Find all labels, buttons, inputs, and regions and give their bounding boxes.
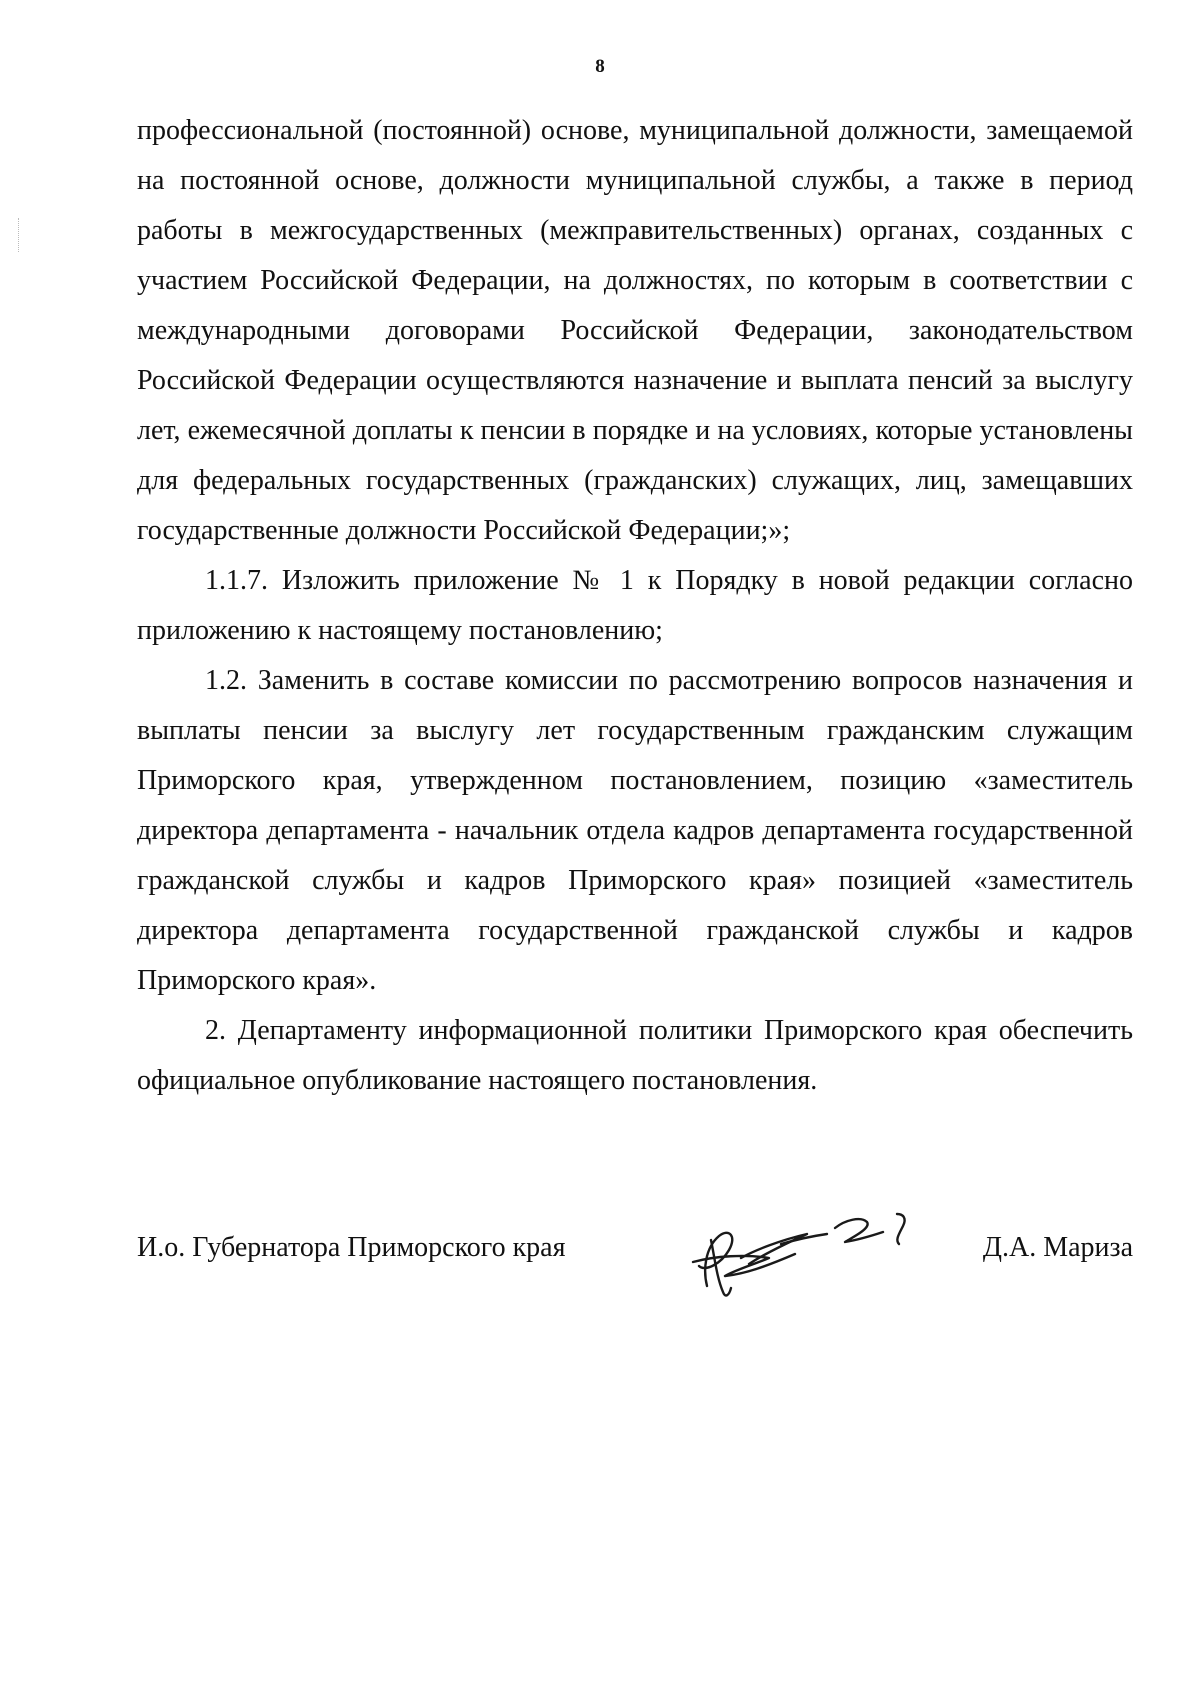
signature-block [137,1218,1133,1318]
signer-name: Д.А. Мариза [982,1232,1133,1263]
paragraph-2: 2. Департаменту информационной политики Приморского края обеспечить официальное опубликование настоящего постановления. [137,1015,1133,1096]
paragraph-1-2: 1.2. Заменить в составе комиссии по рассмотрению вопросов назначения и выплаты пенсии за выслугу лет государственным гражданским служащим Приморского края, утвержденном постановлением, позицию «заместитель директора департамента - начальник отдела кадров департамента государственной гражданской службы и кадров Приморского края» позицией «заместитель директора департамента государственной гражданской службы и кадров Приморского края». [137,665,1133,996]
scan-margin-mark [18,218,22,252]
document-body [137,106,1133,1106]
handwritten-signature [685,1200,915,1310]
paragraph-continuation: профессиональной (постоянной) основе, муниципальной должности, замещаемой на постоянной основе, должности муниципальной службы, а также в период работы в межгосударственных (межправительственных) органах, созданных с участием Российской Федерации, на должностях, по которым в соответствии с международными договорами Российской Федерации, законодательством Российской Федерации осуществляются назначение и выплата пенсий за выслугу лет, ежемесячной доплаты к пенсии в порядке и на условиях, которые установлены для федеральных государственных (гражданских) служащих, лиц, замещавших государственные должности Российской Федерации;»; [137,115,1133,546]
signer-position: И.о. Губернатора Приморского края [137,1232,566,1263]
paragraph-1-1-7: 1.1.7. Изложить приложение № 1 к Порядку в новой редакции согласно приложению к настоящему постановлению; [137,565,1133,646]
page-number: 8 [595,56,605,77]
